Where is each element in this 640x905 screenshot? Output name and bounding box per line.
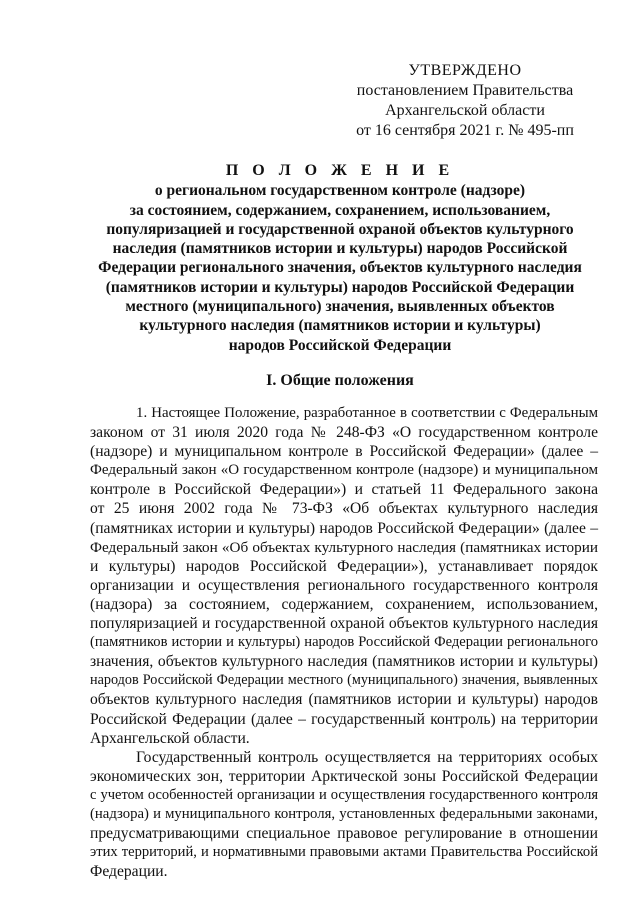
- title-line: за состоянием, содержанием, сохранением, использованием,: [129, 201, 551, 219]
- paragraph-2-line: с учетом особенностей организации и осуществления государственного контроля: [90, 786, 598, 803]
- section-heading: I. Общие положения: [266, 372, 414, 389]
- paragraph-1-line: законом от 31 июля 2020 года № 248-ФЗ «О государственном контроле: [90, 424, 598, 442]
- paragraph-1-line: популяризацией и государственной охраной объектов культурного наследия: [90, 615, 598, 633]
- title-line: народов Российской Федерации: [228, 336, 452, 354]
- approval-stamp: [330, 61, 600, 141]
- title-word: П О Л О Ж Е Н И Е: [225, 162, 455, 179]
- paragraph-1-line: Федеральный закон «Об объектах культурного наследия (памятниках истории: [90, 538, 598, 556]
- paragraph-1-line: 1. Настоящее Положение, разработанное в соответствии с Федеральным: [136, 405, 598, 421]
- paragraph-1-line: (надзоре) и муниципальном контроле в Российской Федерации» (далее –: [90, 443, 598, 461]
- paragraph-1-line: значения, объектов культурного наследия (памятников истории и культуры): [90, 653, 598, 671]
- document-title: [80, 161, 600, 355]
- paragraph-1-line: (надзора) за состоянием, содержанием, сохранением, использованием,: [90, 595, 598, 613]
- document-body: [90, 404, 598, 881]
- paragraph-1-line: Архангельской области.: [90, 729, 250, 747]
- paragraph-1-line: и культуры) народов Российской Федерации»), устанавливает порядок: [90, 557, 598, 575]
- title-line: наследия (памятников истории и культуры) народов Российской: [112, 240, 568, 258]
- paragraph-2-line: (надзора) и муниципального контроля, установленных федеральными законами,: [90, 805, 598, 822]
- paragraph-1-line: контроле в Российской Федерации») и статьей 11 Федерального закона: [90, 481, 598, 499]
- title-line: Федерации регионального значения, объектов культурного наследия: [98, 259, 582, 277]
- paragraph-1-line: организации и осуществления регионального государственного контроля: [90, 576, 598, 594]
- approval-line-3: от 16 сентября 2021 г. № 495-пп: [356, 122, 574, 139]
- approval-line-2: Архангельской области: [385, 102, 545, 119]
- paragraph-1-line: Федеральный закон «О государственном контроле (надзоре) и муниципальном: [90, 462, 598, 479]
- paragraph-2-line: экономических зон, территории Арктической зоны Российской Федерации: [90, 767, 598, 785]
- title-line: местного (муниципального) значения, выявленных объектов: [125, 298, 555, 316]
- paragraph-1-line: народов Российской Федерации местного (муниципального) значения, выявленных: [90, 672, 598, 689]
- title-line: (памятников истории и культуры) народов Российской Федерации: [105, 278, 575, 296]
- paragraph-1-line: Российской Федерации (далее – государственный контроль) на территории: [90, 710, 598, 728]
- title-line: о региональном государственном контроле (надзоре): [154, 182, 526, 200]
- approval-line-1: постановлением Правительства: [356, 82, 574, 99]
- paragraph-1-line: объектов культурного наследия (памятников истории и культуры) народов: [90, 691, 598, 709]
- paragraph-1-line: от 25 июня 2002 года № 73-ФЗ «Об объектах культурного наследия: [90, 500, 598, 518]
- paragraph-2-line: Государственный контроль осуществляется на территориях особых: [136, 748, 598, 766]
- title-line: популяризацией и государственной охраной объектов культурного: [106, 220, 574, 238]
- title-line: культурного наследия (памятников истории и культуры): [139, 317, 541, 335]
- approval-heading: УТВЕРЖДЕНО: [408, 62, 522, 79]
- paragraph-2-line: предусматривающими специальное правовое регулирование в отношении: [90, 825, 598, 843]
- paragraph-1-line: (памятников истории и культуры) народов Российской Федерации регионального: [90, 634, 598, 651]
- paragraph-1-line: (памятниках истории и культуры) народов Российской Федерации» (далее –: [90, 519, 598, 537]
- paragraph-2-line: Федерации.: [90, 863, 168, 881]
- paragraph-2-line: этих территорий, и нормативными правовыми актами Правительства Российской: [90, 844, 598, 861]
